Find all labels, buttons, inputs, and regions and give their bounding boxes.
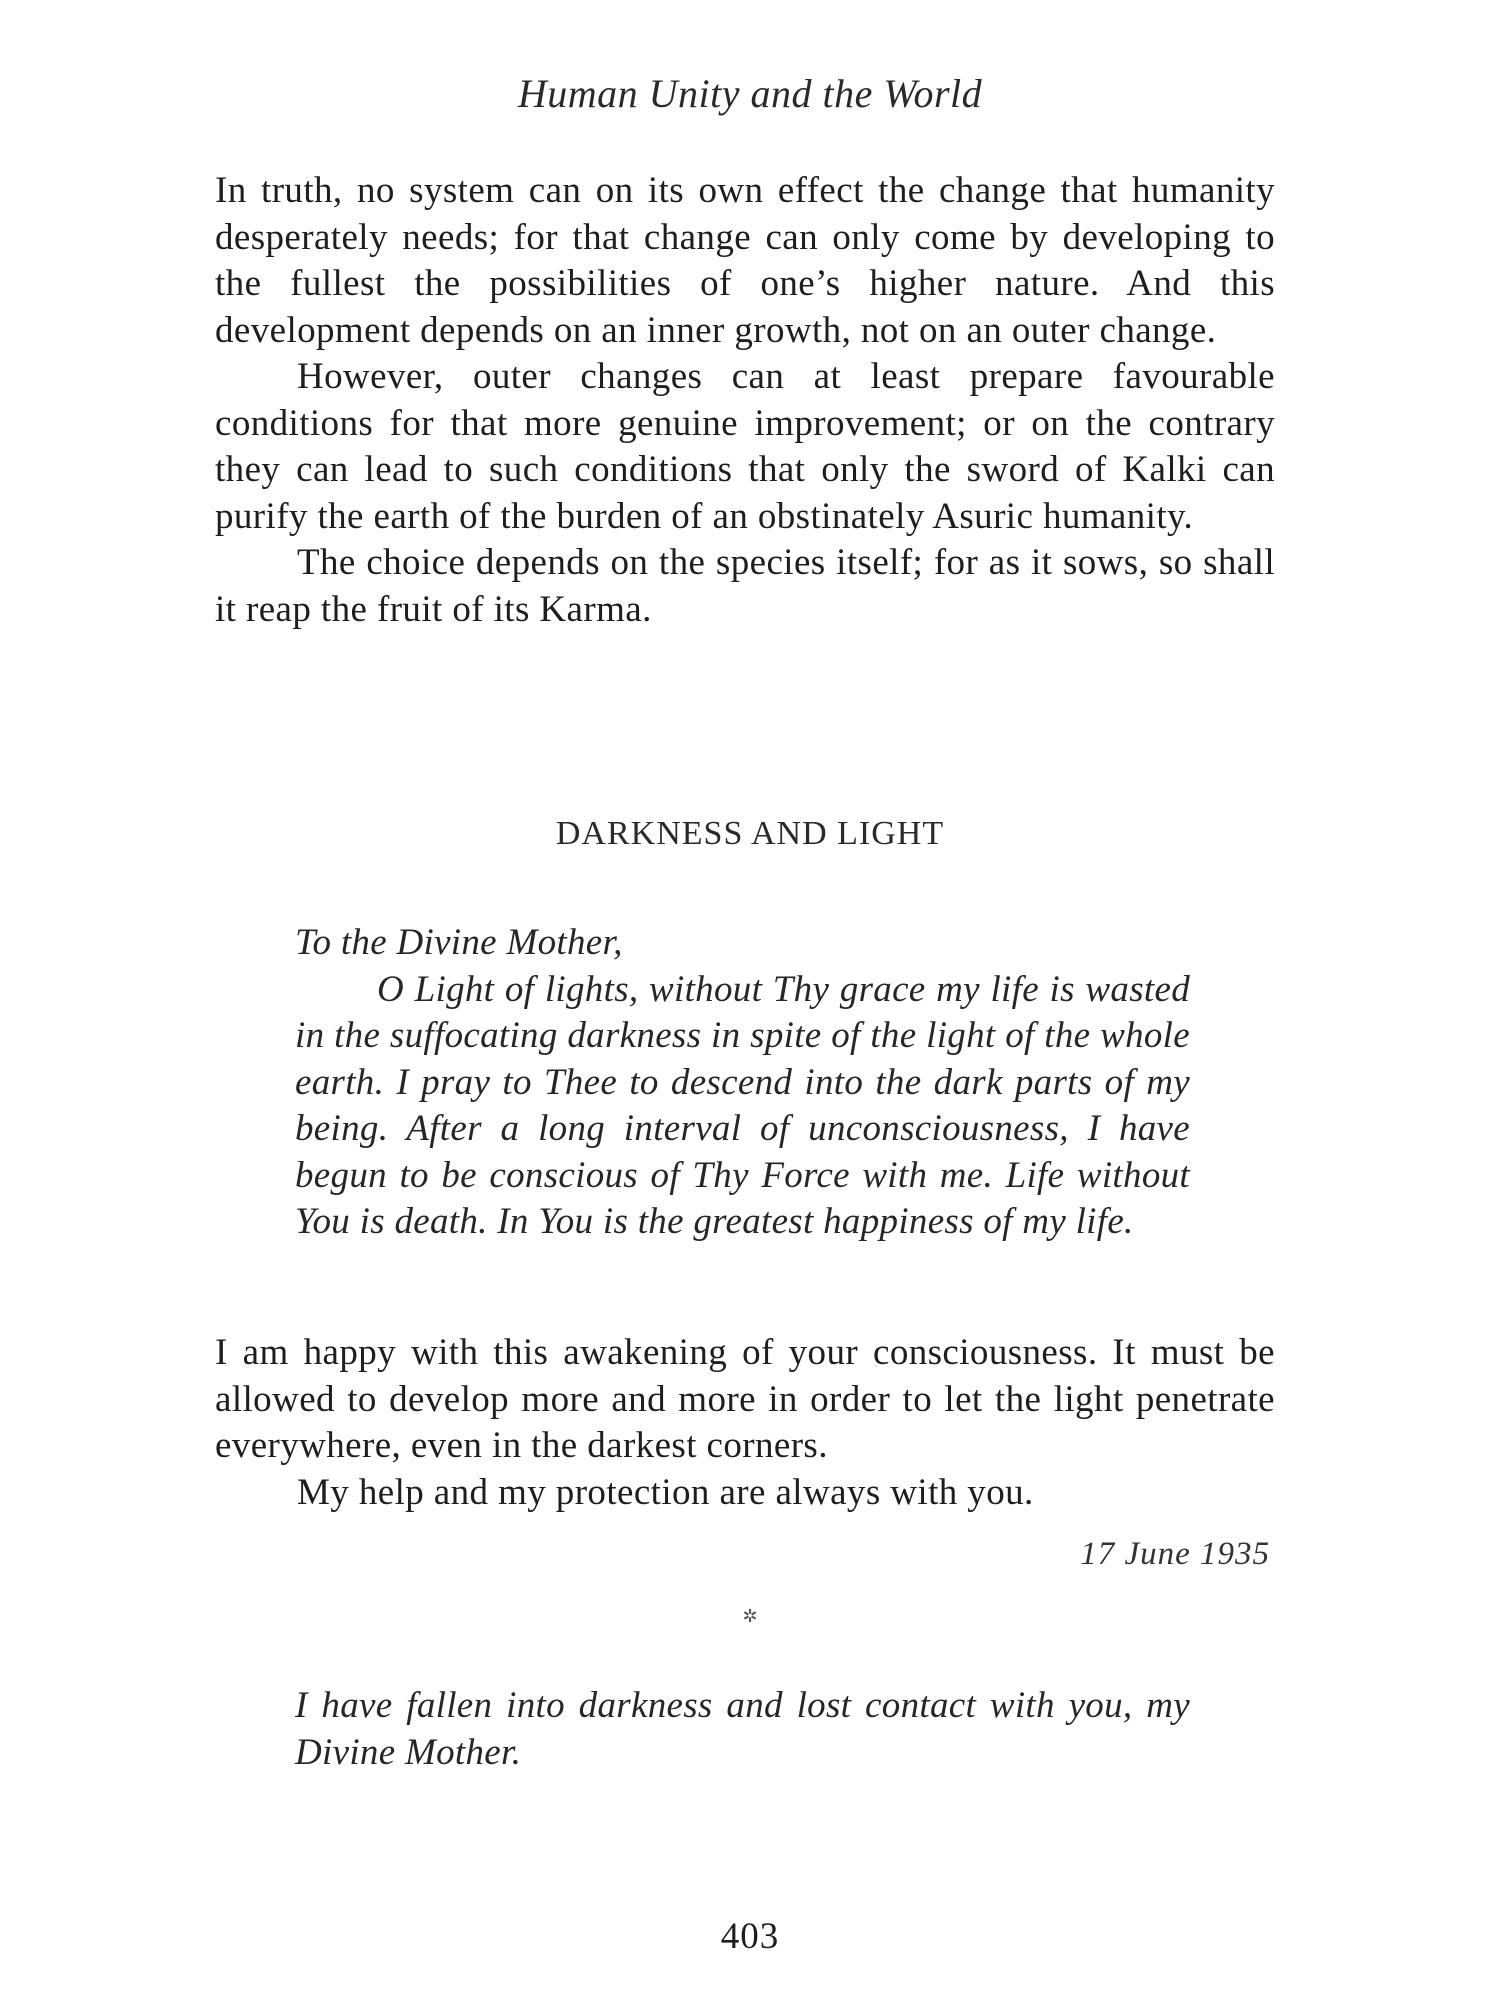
running-head: Human Unity and the World	[517, 71, 983, 116]
paragraph: My help and my protection are always with you.	[297, 1471, 1034, 1513]
page-number: 403	[720, 1916, 780, 1957]
intro-text	[215, 168, 1275, 633]
paragraph: In truth, no system can on its own effect the change that humanity desperately needs; for that change can only come by developing to the fullest the possibilities of one’s higher nature. And this development depends on an inner growth, not on an outer change.	[215, 170, 1275, 351]
paragraph: However, outer changes can at least prepare favourable conditions for that more genuine improvement; or on the contrary they can lead to such conditions that only the sword of Kalki can purify the earth of the burden of an obstinately Asuric humanity.	[215, 356, 1275, 537]
letter-to-mother	[295, 920, 1190, 1246]
letter-body: I have fallen into darkness and lost contact with you, my Divine Mother.	[295, 1685, 1190, 1773]
asterisk-divider-icon: ✲	[742, 1606, 758, 1626]
paragraph: I am happy with this awakening of your consciousness. It must be allowed to develop more and more in order to let the light penetrate everywhere, even in the darkest corners.	[215, 1332, 1275, 1466]
paragraph: The choice depends on the species itself; for as it sows, so shall it reap the fruit of its Karma.	[215, 542, 1275, 630]
section-heading: DARKNESS AND LIGHT	[555, 815, 945, 852]
letter-body: O Light of lights, without Thy grace my life is wasted in the suffocating darkness in spite of the light of the whole earth. I pray to Thee to descend into the dark parts of my being. After a long interval of unconsciousness, I have begun to be conscious of Thy Force with me. Life without You is death. In You is the greatest happiness of my life.	[295, 968, 1190, 1242]
letter-to-mother	[295, 1683, 1190, 1776]
reply-text	[215, 1330, 1275, 1516]
letter-salutation: To the Divine Mother,	[295, 922, 623, 963]
reply-date: 17 June 1935	[1080, 1536, 1270, 1572]
